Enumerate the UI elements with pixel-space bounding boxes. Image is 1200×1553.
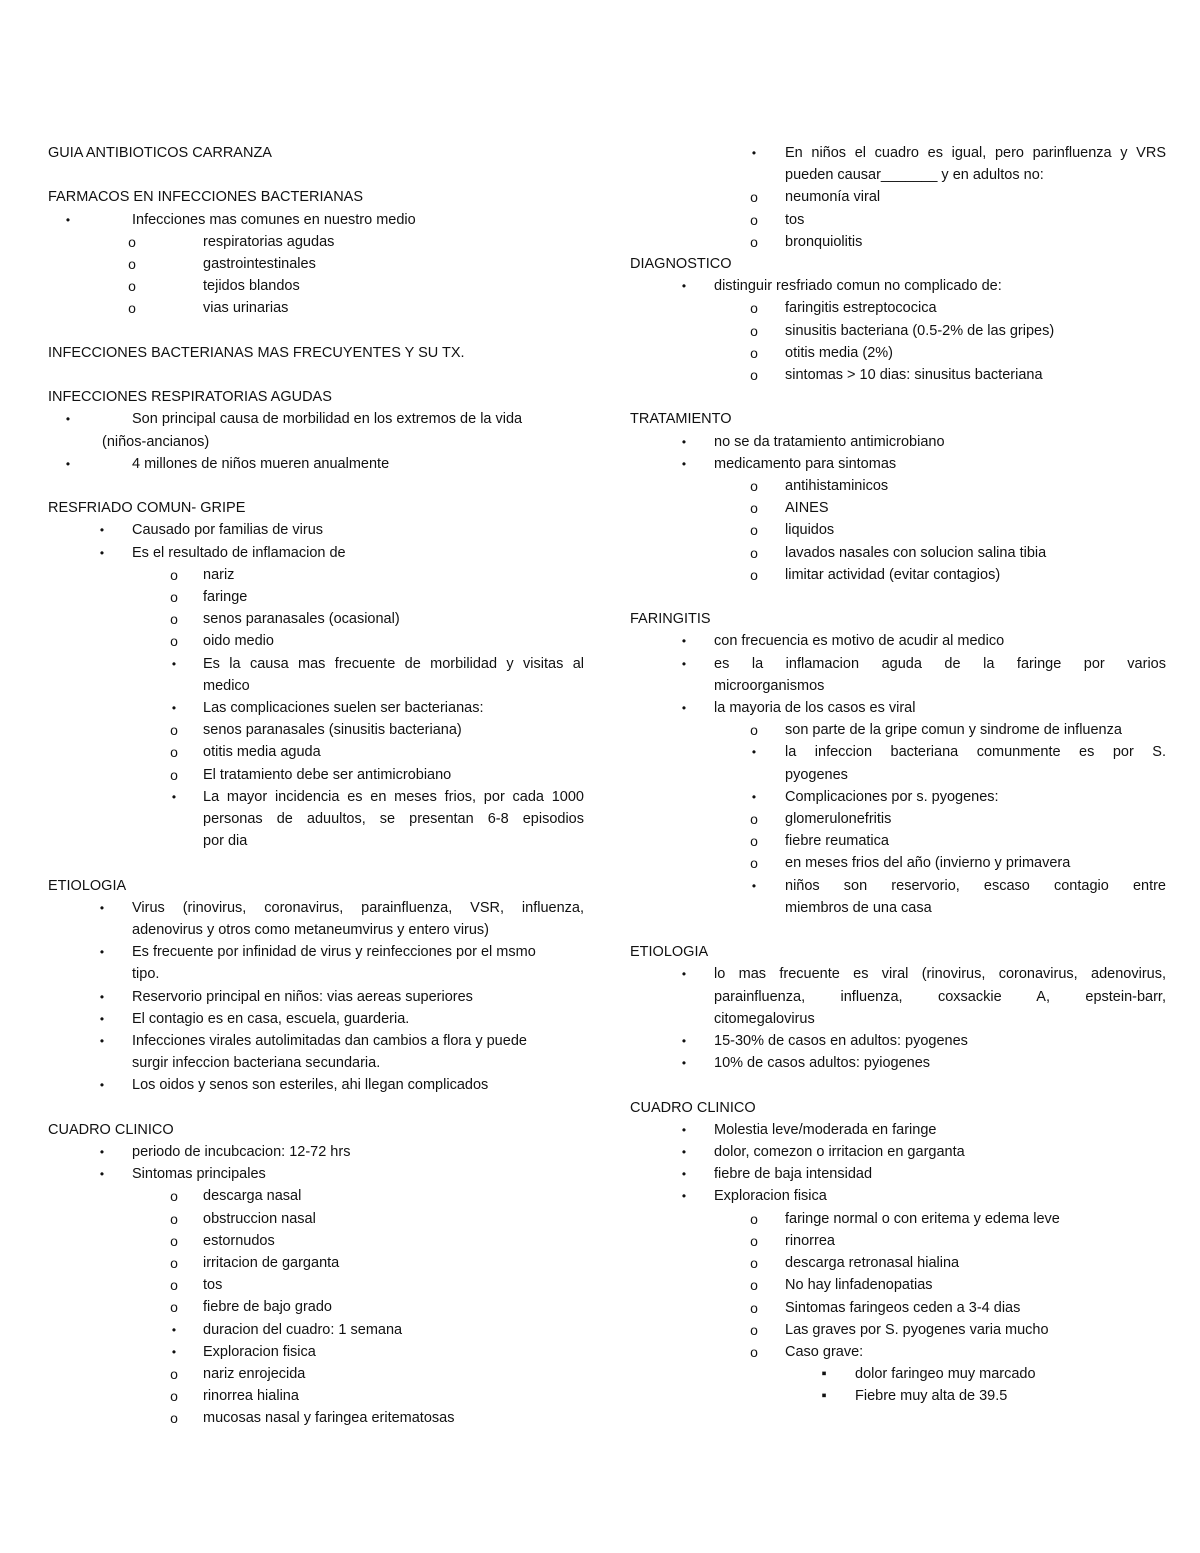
list-item-text: faringe [203,589,248,605]
right-column [630,142,1166,1408]
sub-list-item [630,719,1166,741]
sub-sub-list-item [630,1385,1166,1407]
list-item-text: glomerulonefritis [785,811,892,828]
list-item-text: La mayor incidencia es en meses frios, por cada 1000 [203,788,584,805]
bullet-icon: • [681,967,687,982]
sub-list-item [48,1385,584,1407]
list-item-text: dolor faringeo muy marcado [855,1366,1036,1383]
list-item-text: por dia [203,833,248,850]
list-item-text: surgir infeccion bacteriana secundaria. [132,1055,381,1072]
section-heading: CUADRO CLINICO [48,1121,174,1138]
sub-list-item [48,1208,584,1230]
square-bullet-icon: ▪ [821,1366,827,1383]
spacer [48,1097,584,1119]
circle-bullet-icon: o [750,544,758,561]
bullet-icon: • [99,1145,105,1160]
list-item-text: rinorrea hialina [203,1388,299,1405]
bullet-icon: • [681,1189,687,1204]
sub-list-item [48,275,584,297]
sub-list-item [630,542,1166,564]
list-item [630,697,1166,719]
list-item-text: microorganismos [714,677,825,694]
sub-list-item [48,1363,584,1385]
list-item-text: neumonía viral [785,189,881,206]
circle-bullet-icon: o [170,566,178,583]
list-item [48,897,584,941]
list-item-text: Caso grave: [785,1343,864,1360]
circle-bullet-icon: o [170,1410,178,1427]
circle-bullet-icon: o [750,1210,758,1227]
circle-bullet-icon: o [750,211,758,228]
circle-bullet-icon: o [170,1255,178,1272]
spacer [48,164,584,186]
sub-list-item [630,231,1166,253]
list-item-text: son parte de la gripe comun y sindrome de influenza [785,722,1122,739]
list-item-text: la mayoria de los casos es viral [714,700,916,717]
list-item-text: pyogenes [785,766,848,783]
list-item-text: otitis media (2%) [785,344,893,361]
circle-bullet-icon: o [170,766,178,783]
list-item-text: rinorrea [785,1232,835,1249]
list-item-text: nariz [203,566,235,583]
circle-bullet-icon: o [170,611,178,628]
circle-bullet-icon: o [170,1232,178,1249]
sub-list-item [48,1274,584,1296]
bullet-icon: • [681,434,687,449]
list-item-text: El contagio es en casa, escuela, guarderia. [132,1010,410,1027]
bullet-icon: • [681,1034,687,1049]
list-item-text: Infecciones mas comunes en nuestro medio [132,211,416,228]
list-item-text: Exploracion fisica [203,1343,316,1360]
sub-list-item [48,719,584,741]
bullet-icon: • [99,545,105,560]
bullet-icon: • [681,1122,687,1137]
circle-bullet-icon: o [750,322,758,339]
list-item-text: gastrointestinales [203,256,316,272]
list-item-text: mucosas nasal y faringea eritematosas [203,1410,455,1427]
list-item-text: adenovirus y otros como metaneumvirus y entero virus) [132,922,490,939]
circle-bullet-icon: o [750,1232,758,1249]
bullet-icon: • [65,456,71,471]
section-heading: FARINGITIS [630,611,711,628]
circle-bullet-icon: o [750,1343,758,1360]
section-heading: ETIOLOGIA [630,944,709,961]
bullet-icon: • [99,945,105,960]
left-column [48,142,584,1430]
sub-list-item [48,630,584,652]
list-item [48,542,584,564]
list-item [48,1319,584,1341]
list-item [630,142,1166,186]
list-item-text: Molestia leve/moderada en faringe [714,1121,937,1138]
list-item [630,1163,1166,1185]
circle-bullet-icon: o [170,1366,178,1383]
list-item-text: con frecuencia es motivo de acudir al medico [714,633,1005,650]
sub-list-item [48,586,584,608]
sub-list-item [630,342,1166,364]
list-item [630,630,1166,652]
bullet-icon: • [171,789,177,804]
list-item-text: limitar actividad (evitar contagios) [785,566,1001,583]
square-bullet-icon: ▪ [821,1388,827,1405]
circle-bullet-icon: o [128,256,136,272]
list-item-text: otitis media aguda [203,744,321,761]
circle-bullet-icon: o [170,1210,178,1227]
list-item-text: la infeccion bacteriana comunmente es por S. [785,744,1166,761]
list-item [630,1030,1166,1052]
sub-list-item [630,1230,1166,1252]
list-item [48,1341,584,1363]
list-item [630,875,1166,919]
list-item [48,697,584,719]
circle-bullet-icon: o [170,1188,178,1205]
list-item [630,1141,1166,1163]
sub-list-item [630,808,1166,830]
sub-list-item [630,297,1166,319]
bullet-icon: • [751,745,757,760]
list-item-text: No hay linfadenopatias [785,1277,933,1294]
circle-bullet-icon: o [170,1299,178,1316]
list-item-text: niños son reservorio, escaso contagio entre [785,877,1166,894]
list-item-text: miembros de una casa [785,899,932,916]
bullet-icon: • [99,1011,105,1026]
section-heading: RESFRIADO COMUN- GRIPE [48,500,246,517]
sub-sub-list-item [630,1363,1166,1385]
circle-bullet-icon: o [750,855,758,872]
list-item-text: Fiebre muy alta de 39.5 [855,1388,1008,1405]
bullet-icon: • [99,523,105,538]
sub-list-item [630,852,1166,874]
list-item [48,209,584,231]
list-item-text: Virus (rinovirus, coronavirus, parainfluenza, VSR, influenza, [132,899,584,916]
list-item-text: irritacion de garganta [203,1255,340,1272]
sub-list-item [630,1319,1166,1341]
circle-bullet-icon: o [750,367,758,384]
list-item-text: Sintomas principales [132,1166,266,1183]
list-item-text: El tratamiento debe ser antimicrobiano [203,766,452,783]
list-item-text: bronquiolitis [785,233,863,250]
list-item-text: En niños el cuadro es igual, pero parinfluenza y VRS [785,145,1166,161]
circle-bullet-icon: o [170,589,178,605]
list-item-text: es la inflamacion aguda de la faringe por varios [714,655,1166,672]
sub-list-item [630,564,1166,586]
list-item-text: respiratorias agudas [203,233,335,250]
bullet-icon: • [99,1167,105,1182]
circle-bullet-icon: o [170,1388,178,1405]
list-item [48,1074,584,1096]
bullet-icon: • [681,1056,687,1071]
list-item-text: nariz enrojecida [203,1366,306,1383]
bullet-icon: • [681,634,687,649]
list-item-text: Las complicaciones suelen ser bacterianas: [203,700,484,717]
list-item-text: estornudos [203,1232,275,1249]
list-item-text: citomegalovirus [714,1010,815,1027]
spacer [630,586,1166,608]
list-item-text: Es frecuente por infinidad de virus y reinfecciones por el msmo [132,944,536,961]
spacer [630,1074,1166,1096]
list-item [630,653,1166,697]
section-heading: ETIOLOGIA [48,877,127,894]
list-item-text: descarga nasal [203,1188,302,1205]
list-item [48,653,584,697]
list-item-text: Son principal causa de morbilidad en los extremos de la vida [132,411,523,428]
list-item-text: Causado por familias de virus [132,522,324,539]
spacer [48,852,584,874]
section-heading: CUADRO CLINICO [630,1099,756,1116]
list-item [630,1052,1166,1074]
circle-bullet-icon: o [128,278,136,295]
list-item-text: (niños-ancianos) [102,433,210,450]
list-item-text: oido medio [203,633,274,650]
list-item [630,786,1166,808]
sub-list-item [48,253,584,275]
list-item [630,1119,1166,1141]
bullet-icon: • [65,212,71,227]
circle-bullet-icon: o [750,566,758,583]
sub-list-item [48,741,584,763]
list-item-text: Los oidos y senos son esteriles, ahi llegan complicados [132,1077,489,1094]
section-heading: FARMACOS EN INFECCIONES BACTERIANAS [48,189,364,206]
list-item-text: dolor, comezon o irritacion en garganta [714,1144,965,1161]
sub-list-item [48,1296,584,1318]
list-item [630,275,1166,297]
circle-bullet-icon: o [170,744,178,761]
circle-bullet-icon: o [750,189,758,206]
sub-list-item [630,209,1166,231]
list-item [48,1141,584,1163]
bullet-icon: • [171,701,177,716]
list-item [48,519,584,541]
list-item-text: fiebre de baja intensidad [714,1166,873,1183]
bullet-icon: • [751,146,757,160]
spacer [48,475,584,497]
sub-list-item [630,1252,1166,1274]
circle-bullet-icon: o [750,500,758,517]
list-item-text: personas de aduultos, se presentan 6-8 episodios [203,811,584,828]
spacer [630,919,1166,941]
list-item-text: en meses frios del año (invierno y primavera [785,855,1071,872]
list-item-text: liquidos [785,522,835,539]
list-item [48,941,584,985]
bullet-icon: • [681,456,687,471]
sub-list-item [48,1407,584,1429]
sub-list-item [630,830,1166,852]
spacer [48,320,584,342]
sub-list-item [630,320,1166,342]
circle-bullet-icon: o [750,1321,758,1338]
circle-bullet-icon: o [170,1277,178,1294]
list-item-text: 4 millones de niños mueren anualmente [132,455,390,472]
bullet-icon: • [681,1167,687,1182]
list-item-text: distinguir resfriado comun no complicado de: [714,278,1002,295]
circle-bullet-icon: o [750,522,758,539]
circle-bullet-icon: o [170,633,178,650]
bullet-icon: • [99,1078,105,1093]
circle-bullet-icon: o [750,1255,758,1272]
bullet-icon: • [681,279,687,294]
sub-list-item [630,475,1166,497]
sub-list-item [48,1252,584,1274]
bullet-icon: • [681,1145,687,1160]
sub-list-item [48,297,584,319]
bullet-icon: • [171,1344,177,1359]
list-item-text: 10% de casos adultos: pyiogenes [714,1055,931,1072]
circle-bullet-icon: o [750,344,758,361]
list-item [48,453,584,475]
list-item-text: antihistaminicos [785,478,889,495]
list-item-text: tejidos blandos [203,278,300,295]
section-heading: DIAGNOSTICO [630,256,732,273]
bullet-icon: • [99,1034,105,1049]
list-item [48,1008,584,1030]
list-item [630,741,1166,785]
circle-bullet-icon: o [750,1277,758,1294]
list-item [48,1163,584,1185]
sub-list-item [630,1341,1166,1363]
circle-bullet-icon: o [750,300,758,317]
list-item-text: sintomas > 10 dias: sinusitus bacteriana [785,367,1043,384]
list-item-text: faringitis estreptococica [785,300,937,317]
list-item-text: senos paranasales (ocasional) [203,611,400,628]
bullet-icon: • [171,1322,177,1337]
circle-bullet-icon: o [170,722,178,739]
circle-bullet-icon: o [750,722,758,739]
list-item-text: Las graves por S. pyogenes varia mucho [785,1321,1049,1338]
sub-list-item [630,1208,1166,1230]
list-item-text: Sintomas faringeos ceden a 3-4 dias [785,1299,1021,1316]
list-item-text: Es la causa mas frecuente de morbilidad y visitas al [203,655,584,672]
bullet-icon: • [751,789,757,804]
circle-bullet-icon: o [750,478,758,495]
list-item-text: pueden causar_______ y en adultos no: [785,167,1044,184]
bullet-icon: • [751,878,757,893]
list-item [48,1030,584,1074]
spacer [630,386,1166,408]
list-item [48,408,584,452]
list-item [630,431,1166,453]
circle-bullet-icon: o [750,233,758,250]
list-item-text: lo mas frecuente es viral (rinovirus, coronavirus, adenovirus, [714,966,1166,983]
list-item-text: no se da tratamiento antimicrobiano [714,433,945,450]
list-item [48,986,584,1008]
sub-list-item [48,564,584,586]
list-item [630,453,1166,475]
bullet-icon: • [99,900,105,915]
list-item-text: medicamento para sintomas [714,455,897,472]
sub-list-item [630,364,1166,386]
list-item-text: sinusitis bacteriana (0.5-2% de las gripes) [785,322,1055,339]
list-item [630,963,1166,1030]
list-item-text: 15-30% de casos en adultos: pyogenes [714,1033,968,1050]
list-item-text: Complicaciones por s. pyogenes: [785,788,999,805]
circle-bullet-icon: o [128,233,136,250]
list-item-text: Infecciones virales autolimitadas dan cambios a flora y puede [132,1033,527,1050]
bullet-icon: • [99,989,105,1004]
list-item-text: descarga retronasal hialina [785,1255,960,1272]
section-heading: INFECCIONES BACTERIANAS MAS FRECUYENTES Y SU TX. [48,344,465,361]
section-heading: TRATAMIENTO [630,411,732,428]
sub-list-item [48,608,584,630]
list-item-text: lavados nasales con solucion salina tibia [785,544,1047,561]
section-heading: INFECCIONES RESPIRATORIAS AGUDAS [48,389,332,406]
circle-bullet-icon: o [128,300,136,317]
list-item-text: obstruccion nasal [203,1210,316,1227]
circle-bullet-icon: o [750,833,758,850]
sub-list-item [630,186,1166,208]
sub-list-item [630,1274,1166,1296]
list-item-text: faringe normal o con eritema y edema leve [785,1210,1060,1227]
list-item [48,786,584,853]
sub-list-item [48,1230,584,1252]
circle-bullet-icon: o [750,811,758,828]
list-item [630,1185,1166,1207]
list-item-text: tipo. [132,966,160,983]
list-item-text: periodo de incubcacion: 12-72 hrs [132,1144,351,1161]
list-item-text: vias urinarias [203,300,289,317]
list-item-text: tos [785,211,805,228]
list-item-text: senos paranasales (sinusitis bacteriana) [203,722,462,739]
list-item-text: Exploracion fisica [714,1188,827,1205]
sub-list-item [630,519,1166,541]
list-item-text: Reservorio principal en niños: vias aereas superiores [132,988,473,1005]
list-item-text: medico [203,677,250,694]
bullet-icon: • [681,701,687,716]
list-item-text: fiebre reumatica [785,833,889,850]
sub-list-item [630,497,1166,519]
sub-list-item [48,764,584,786]
sub-list-item [48,231,584,253]
bullet-icon: • [171,656,177,671]
list-item-text: tos [203,1277,223,1294]
section-heading: GUIA ANTIBIOTICOS CARRANZA [48,145,272,161]
spacer [48,364,584,386]
circle-bullet-icon: o [750,1299,758,1316]
list-item-text: AINES [785,500,829,517]
list-item-text: fiebre de bajo grado [203,1299,332,1316]
list-item-text: parainfluenza, influenza, coxsackie A, epstein-barr, [714,988,1166,1005]
sub-list-item [630,1297,1166,1319]
sub-list-item [48,1185,584,1207]
bullet-icon: • [681,656,687,671]
bullet-icon: • [65,412,71,427]
list-item-text: duracion del cuadro: 1 semana [203,1321,403,1338]
list-item-text: Es el resultado de inflamacion de [132,544,346,561]
